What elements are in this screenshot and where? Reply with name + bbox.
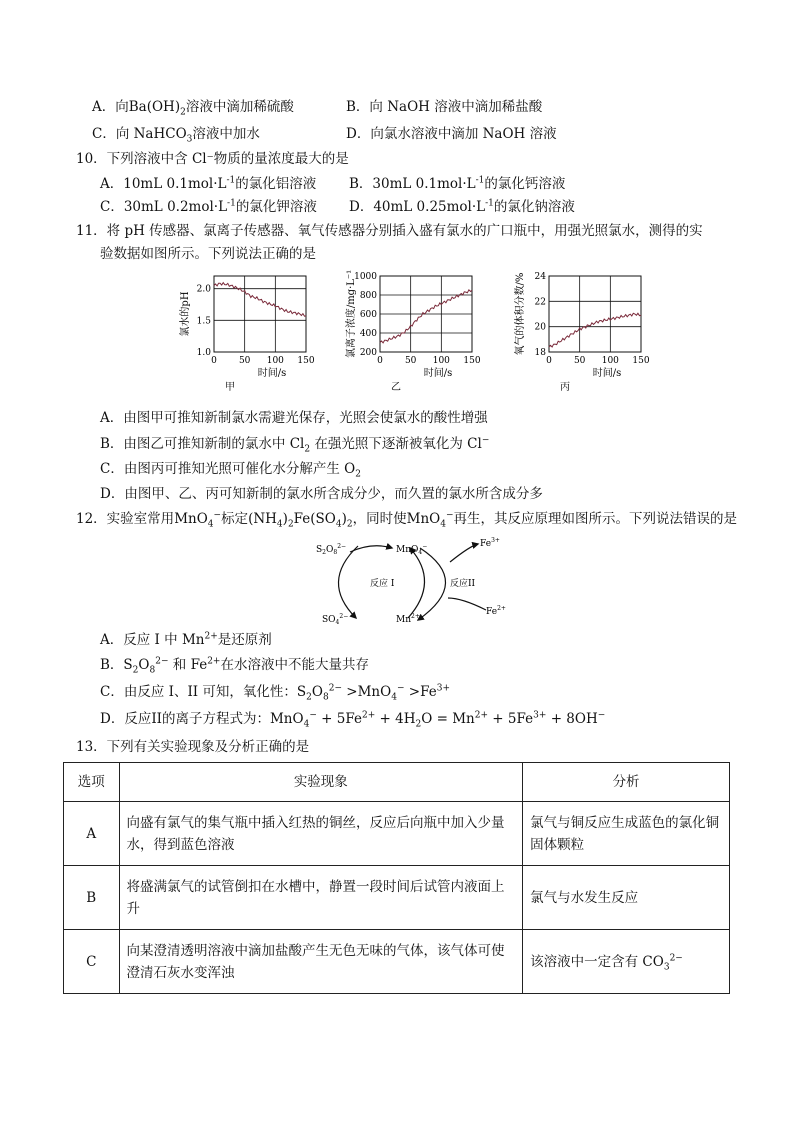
chart-caption: 乙 [391,382,401,393]
x-tick-label: 50 [404,356,417,366]
q11-option-c: C．由图丙可推知光照可催化水分解产生 $O_2$ [100,461,361,480]
label-mno4: MnO$_4$− [396,543,428,556]
y-axis-label: 氯离子浓度/mg·L⁻¹ [346,269,357,359]
y-axis-label: 氧气的体积分数/% [515,272,526,356]
q12-option-d: D．反应II的离子方程式为：$MnO_4^- + 5Fe^{2+} + 4H_2O = Mn^{2+} + 5Fe^{3+} + 8OH^-$ [100,710,606,730]
x-tick-label: 50 [573,356,586,366]
cycle-left-arc [338,546,358,618]
x-tick-label: 100 [432,356,450,366]
y-tick-label: 22 [534,297,546,308]
x-tick-label: 50 [238,356,251,366]
plot-frame [549,276,641,352]
table-header-row [64,763,730,802]
label-reaction-1: 反应 I [370,579,395,589]
q9-option-a: A．向$Ba(OH)_2$溶液中滴加稀硫酸 [92,99,294,118]
q12-option-b: B．$S_2O_8^{2-}$ 和 $Fe^{2+}$在水溶液中不能大量共存 [100,656,369,676]
row-a-analysis: 氯气与铜反应生成蓝色的氯化铜固体颗粒 [523,802,730,866]
y-tick-label: 2.0 [196,284,211,295]
y-tick-label: 1.0 [196,348,211,358]
series-line [380,290,472,343]
chart-caption: 丙 [560,382,570,393]
reaction-cycle-diagram [300,534,540,634]
label-fe2: $Fe^{2+}$ [486,605,506,617]
q12-option-a: A．反应 I 中 $Mn^{2+}$是还原剂 [100,631,272,648]
q12-option-c: C．由反应 I、II 可知，氧化性：$S_2O_8^{2-} >MnO_4^- >Fe^{3+}$ [100,683,450,703]
y-tick-label: 800 [359,291,377,301]
row-b-option: B [64,866,120,930]
y-tick-label: 400 [359,329,377,339]
chart-caption: 甲 [225,382,235,393]
row-a-option: A [64,802,120,866]
q11-option-b: B．由图乙可推知新制的氯水中 $Cl_2$ 在强光照下逐渐被氧化为 Cl− [100,435,490,455]
q10-option-c: C．30mL $0.2mol\cdot L^{-1}$的氯化钾溶液 [100,198,317,215]
q12-stem: 12．实验室常用MnO$_4$−标定$(NH_4)_2Fe(SO_4)_2$，同时使MnO$_4$−再生，其反应原理如图所示。下列说法错误的是 [76,510,737,530]
chart-jia [170,266,330,410]
y-tick-label: 18 [534,348,546,358]
row-c-phenomenon: 向某澄清透明溶液中滴加盐酸产生无色无味的气体，该气体可使澄清石灰水变浑浊 [119,930,523,994]
row-b-phenomenon: 将盛满氯气的试管倒扣在水槽中，静置一段时间后试管内液面上升 [119,866,523,930]
x-tick-label: 100 [266,356,284,366]
y-tick-label: 24 [534,272,546,282]
q10-option-d: D．40mL $0.25mol\cdot L^{-1}$的氯化钠溶液 [349,198,575,215]
series-line [214,283,306,317]
table-row [64,802,730,866]
x-tick-label: 0 [211,356,217,366]
q10-stem: 10．下列溶液中含 Cl⁻物质的量浓度最大的是 [76,151,349,167]
cycle-left-top-arc [350,546,392,552]
label-fe3: $Fe^{3+}$ [480,537,500,549]
y-tick-label: 1000 [354,272,377,282]
cycle-fe2-arc [448,598,486,610]
row-a-phenomenon: 向盛有氯气的集气瓶中插入红热的铜丝，反应后向瓶中加入少量水，得到蓝色溶液 [119,802,523,866]
y-axis-label: 氯水的pH [180,291,191,337]
header-analysis: 分析 [523,763,730,802]
q9-option-c: C．向 NaHCO$_3$溶液中加水 [92,126,260,145]
cycle-right-arc [408,548,425,618]
label-mn2: $Mn^{2+}$ [396,613,420,625]
q11-option-a: A．由图甲可推知新制氯水需避光保存，光照会使氯水的酸性增强 [100,410,488,426]
row-c-analysis: 该溶液中一定含有 $CO_3^{2-}$ [523,930,730,994]
label-so4: $SO_4^{2-}$ [322,613,349,626]
q10-option-a: A．10mL $0.1mol\cdot L^{-1}$的氯化铝溶液 [100,175,317,192]
y-tick-label: 200 [359,348,377,358]
label-s2o8: $S_2O_8^{2-}$ [316,543,347,556]
x-tick-label: 150 [297,356,315,366]
x-axis-label: 时间/s [257,368,287,379]
x-axis-label: 时间/s [592,368,622,379]
cycle-fe-arc [450,544,478,562]
x-tick-label: 0 [546,356,552,366]
x-axis-label: 时间/s [423,368,453,379]
y-tick-label: 20 [534,322,546,333]
q13-table [63,762,730,994]
x-tick-label: 150 [632,356,650,366]
row-b-analysis: 氯气与水发生反应 [523,866,730,930]
q9-option-b: B．向 NaOH 溶液中滴加稀盐酸 [346,99,543,115]
y-tick-label: 1.5 [196,316,211,327]
table-row [64,930,730,994]
chart-bing [505,266,665,410]
q11-option-d: D．由图甲、乙、丙可知新制的氯水所含成分少，而久置的氯水所含成分多 [100,486,543,502]
q11-stem-line1: 11．将 pH 传感器、氯离子传感器、氧气传感器分别插入盛有氯水的广口瓶中，用强光照氯水，测得的实 [76,223,703,239]
x-tick-label: 0 [377,356,383,366]
x-tick-label: 100 [601,356,619,366]
header-phenomenon: 实验现象 [119,763,523,802]
row-c-option: C [64,930,120,994]
x-tick-label: 150 [463,356,481,366]
q9-option-d: D．向氯水溶液中滴加 NaOH 溶液 [346,126,557,142]
table-row [64,866,730,930]
q11-stem-line2: 验数据如图所示。下列说法正确的是 [100,246,316,262]
chart-yi [336,266,496,410]
y-tick-label: 600 [359,310,377,320]
header-option: 选项 [64,763,120,802]
label-reaction-2: 反应II [450,579,476,589]
q13-stem: 13．下列有关实验现象及分析正确的是 [76,739,310,755]
cycle-right-arc2 [418,548,446,620]
series-line [549,313,641,347]
q10-option-b: B．30mL $0.1mol\cdot L^{-1}$的氯化钙溶液 [349,175,566,192]
